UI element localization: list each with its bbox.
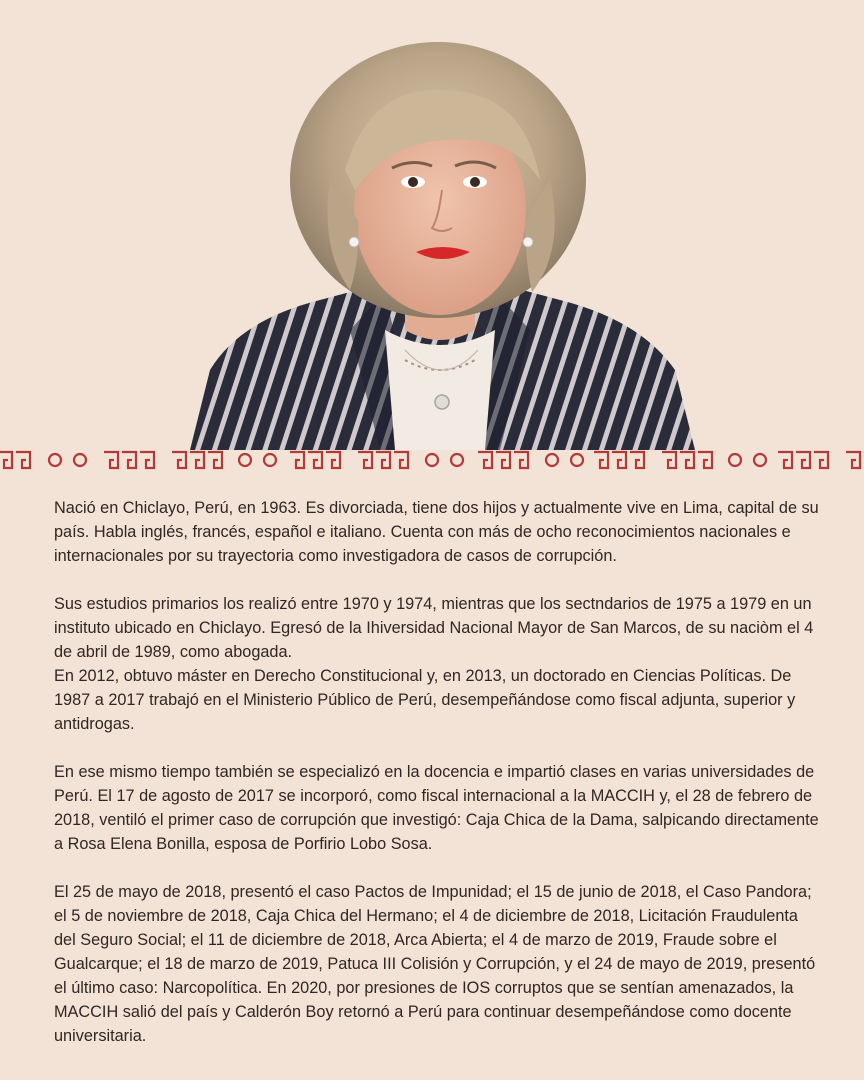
greek-key-border-icon xyxy=(0,448,864,474)
bio-paragraph-5: El 25 de mayo de 2018, presentó el caso Pactos de Impunidad; el 15 de junio de 2018, el Caso Pandora; el 5 de noviembre de 2018, Caja Chica del Hermano; el 4 de diciembre de 2018, Licitación Fraudulenta del Seguro Social; el 11 de diciembre de 2018, Arca Abierta; el 4 de marzo de 2019, Fraude sobre el Gualcarque; el 18 de marzo de 2019, Patuca III Colisión y Corrupción, y el 24 de mayo de 2019, presentó el último caso: Narcopolítica. En 2020, por presiones de IOS corruptos que se sentían amenazados, la MACCIH salió del país y Calderón Boy retornó a Perú para continuar desempeñándose como docente universitaria. xyxy=(54,883,816,1045)
portrait-illustration xyxy=(180,30,700,450)
bio-paragraph-1: Nació en Chiclayo, Perú, en 1963. Es divorciada, tiene dos hijos y actualmente vive en Lima, capital de su país. Habla inglés, francés, español e italiano. Cuenta con más de ocho reconocimientos nacionales e internacionales por su trayectoria como investigadora de casos de corrupción. xyxy=(54,499,819,565)
bio-paragraph-4: En ese mismo tiempo también se especializó en la docencia e impartió clases en varias universidades de Perú. El 17 de agosto de 2017 se incorporó, como fiscal internacional a la MACCIH y, el 28 de febrero de 2018, ventiló el primer caso de corrupción que investigó: Caja Chica de la Dama, salpicando directamente a Rosa Elena Bonilla, esposa de Porfirio Lobo Sosa. xyxy=(54,763,819,853)
biography-text xyxy=(54,496,824,1072)
bio-paragraph-3: En 2012, obtuvo máster en Derecho Constitucional y, en 2013, un doctorado en Ciencias Políticas. De 1987 a 2017 trabajó en el Ministerio Público de Perú, desempeñándose como fiscal adjunta, superior y antidrogas. xyxy=(54,667,796,733)
bio-paragraph-2: Sus estudios primarios los realizó entre 1970 y 1974, mientras que los sectndarios de 1975 a 1979 en un instituto ubicado en Chiclayo. Egresó de la Ihiversidad Nacional Mayor de San Marcos, de su naciòm el 4 de abril de 1989, como abogada. xyxy=(54,595,814,661)
portrait-photo xyxy=(180,30,700,450)
blouse-shape xyxy=(385,330,495,450)
decorative-border xyxy=(0,448,864,474)
